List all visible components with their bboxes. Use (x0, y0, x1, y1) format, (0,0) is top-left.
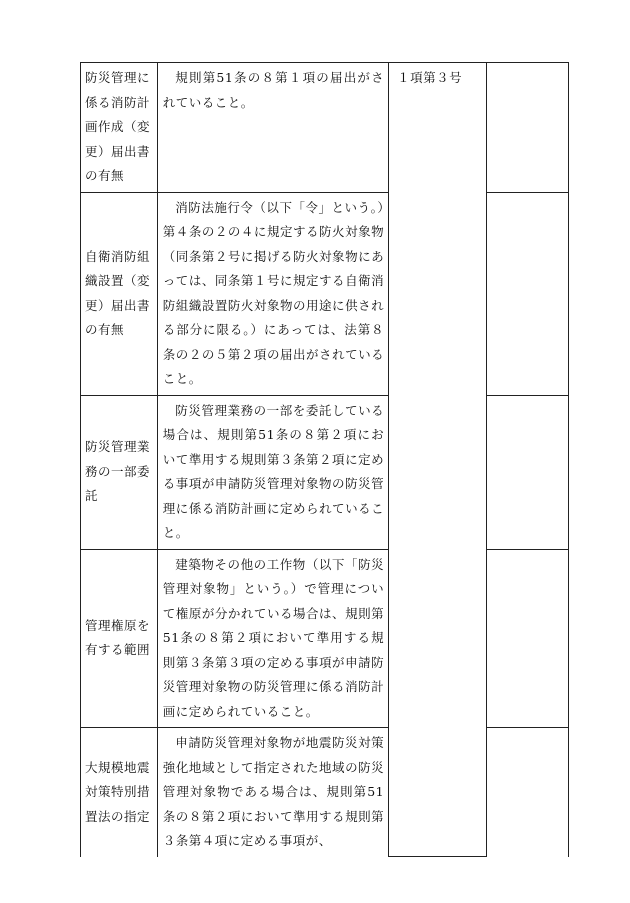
criteria-text: 防災管理業務の一部を委託している場合は、規則第51条の８第２項において準用する規則第３条第２項に定める事項が申請防災管理対象物の防災管理に係る消防計画に定められていること。 (162, 402, 385, 540)
criteria-cell (157, 395, 388, 549)
table-row (81, 192, 569, 395)
criteria-cell (157, 728, 388, 857)
item-label: 管理権原を有する範囲 (85, 617, 151, 658)
item-cell (81, 192, 158, 395)
table-row (81, 728, 569, 857)
criteria-cell (157, 63, 388, 193)
item-cell (81, 549, 158, 728)
check-cell (487, 63, 569, 193)
criteria-text: 規則第51条の８第１項の届出がされていること。 (162, 70, 385, 110)
item-label: 防災管理に係る消防計画作成（変更）届出書の有無 (85, 70, 151, 183)
item-label: 自衛消防組織設置（変更）届出書の有無 (85, 248, 151, 337)
check-cell (487, 192, 569, 395)
table-row (81, 549, 569, 728)
check-cell (487, 395, 569, 549)
criteria-text: 申請防災管理対象物が地震防災対策強化地域として指定された地域の防災管理対象物である場合は、規則第51条の８第２項において準用する規則第３条第４項に定める事項が、 (162, 735, 385, 848)
criteria-cell (157, 549, 388, 728)
item-label: 防災管理業務の一部委託 (85, 439, 151, 504)
inspection-criteria-table (80, 62, 569, 857)
item-label: 大規模地震対策特別措置法の指定 (85, 759, 151, 824)
item-cell (81, 728, 158, 857)
legal-basis-cell (389, 63, 487, 857)
item-cell (81, 63, 158, 193)
criteria-text: 建築物その他の工作物（以下「防災管理対象物」という。）で管理について権原が分かれている場合は、規則第51条の８第２項において準用する規則第３条第３項の定める事項が申請防災管理対象物の防災管理に係る消防計画に定められていること。 (162, 556, 385, 719)
check-cell (487, 728, 569, 857)
criteria-text: 消防法施行令（以下「令」という。）第４条の２の４に規定する防火対象物（同条第２号に掲げる防火対象物にあっては、同条第１号に規定する自衛消防組織設置防火対象物の用途に供される部分に限る。）にあっては、法第８条の２の５第２項の届出がされていること。 (162, 199, 385, 386)
criteria-cell (157, 192, 388, 395)
item-cell (81, 395, 158, 549)
legal-basis-text: １項第３号 (397, 70, 463, 85)
table-row (81, 395, 569, 549)
check-cell (487, 549, 569, 728)
table-row (81, 63, 569, 193)
